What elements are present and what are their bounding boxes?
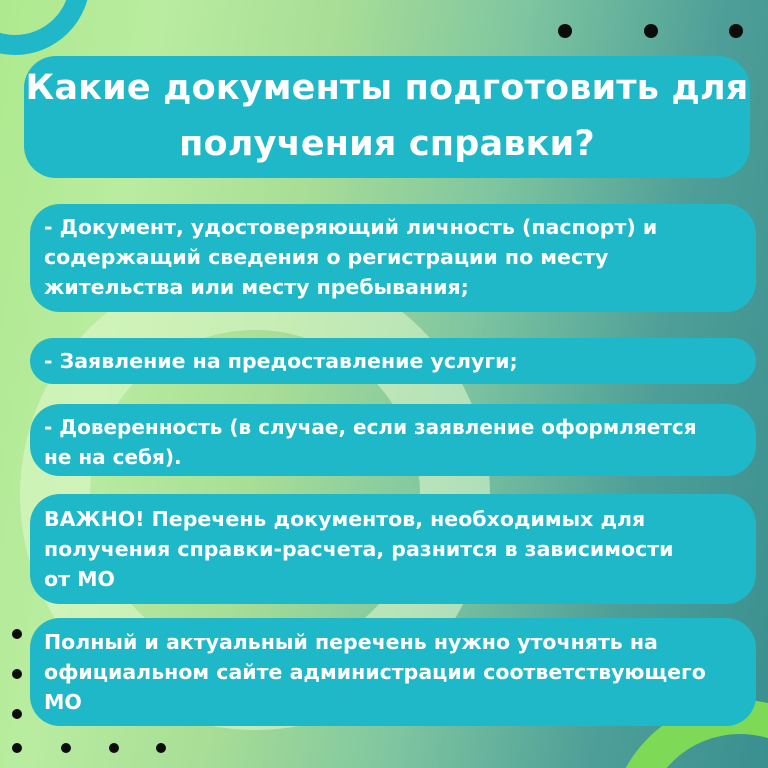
- decorative-dot: [61, 743, 71, 753]
- info-note-text: Полный и актуальный перечень нужно уточнять на официальном сайте администрации соответствующего МО: [44, 630, 706, 714]
- document-item-text: - Документ, удостоверяющий личность (паспорт) и содержащий сведения о регистрации по месту жительства или месту пребывания;: [44, 215, 658, 299]
- decorative-dot: [12, 629, 22, 639]
- decorative-dot: [12, 669, 22, 679]
- document-item-text: - Заявление на предоставление услуги;: [44, 349, 518, 373]
- decorative-ring-top-left: [0, 0, 90, 55]
- decorative-dot: [109, 743, 119, 753]
- decorative-dot: [156, 743, 166, 753]
- important-note-text: ВАЖНО! Перечень документов, необходимых для получения справки-расчета, разнится в зависимости от МО: [44, 507, 674, 591]
- page-title: Какие документы подготовить для получения справки?: [25, 68, 749, 164]
- decorative-dot: [12, 709, 22, 719]
- decorative-dot: [558, 24, 572, 38]
- decorative-dot: [12, 743, 22, 753]
- decorative-dot: [644, 24, 658, 38]
- decorative-dot: [729, 24, 743, 38]
- document-item-text: - Доверенность (в случае, если заявление оформляется не на себя).: [44, 415, 697, 469]
